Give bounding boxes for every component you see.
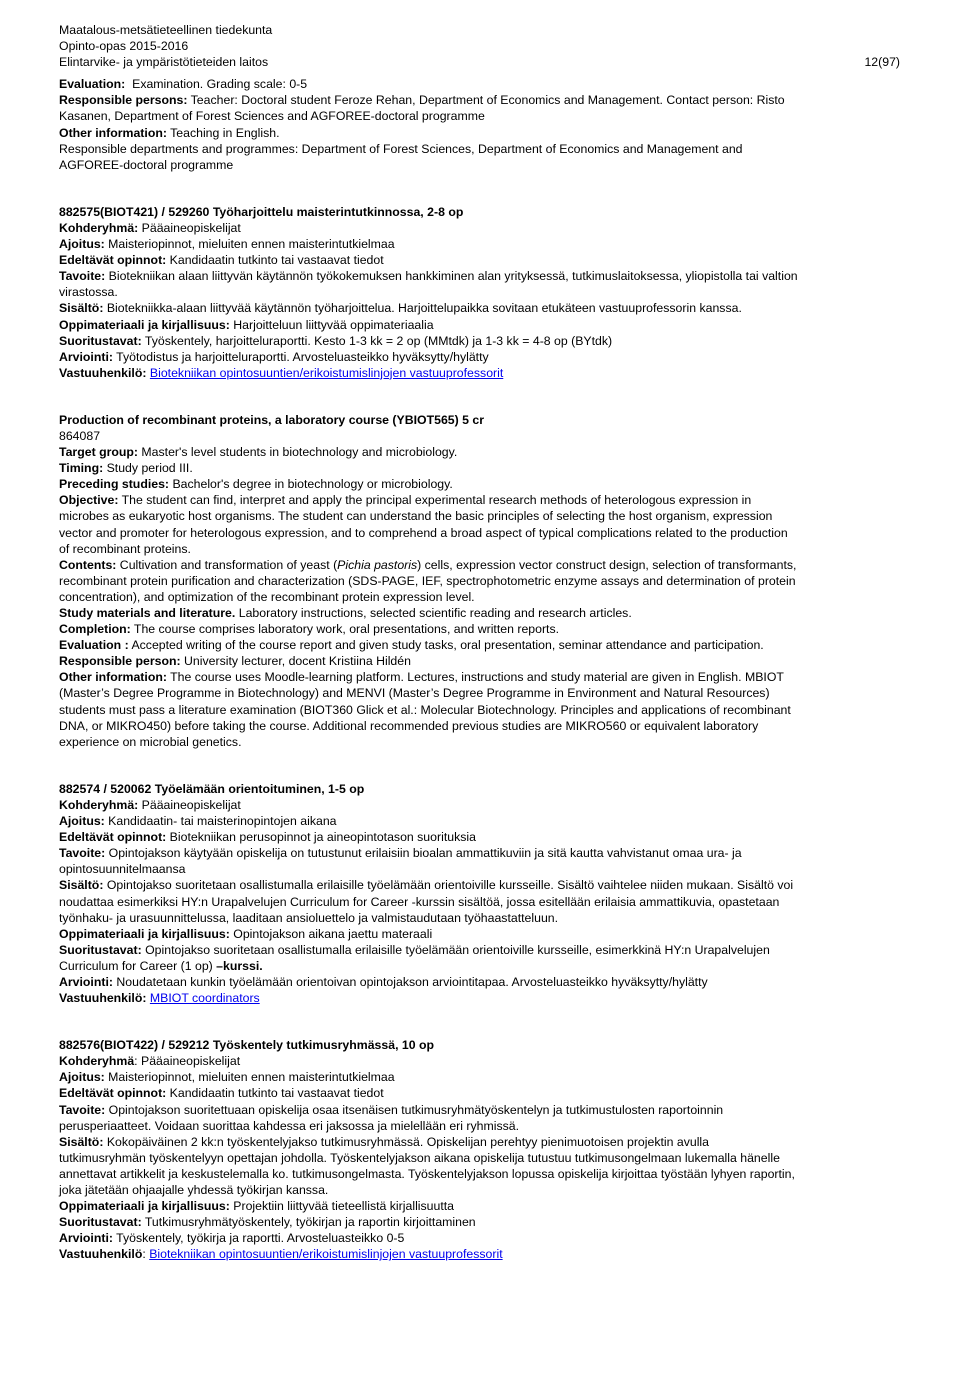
- responsible-person-value: University lecturer, docent Kristiina Hildén: [180, 654, 411, 669]
- objective-value-line3: vector and promoter for heterologous expression, and to comprehend a broad aspect of typical complications related to the production: [59, 525, 788, 540]
- sisalto-label: Sisältö:: [59, 301, 104, 316]
- other-information-label: Other information:: [59, 125, 167, 140]
- page-number: 12(97): [864, 55, 900, 69]
- suoritustavat-kurssi: –kurssi.: [216, 958, 263, 973]
- evaluation-value: Accepted writing of the course report and given study tasks, oral presentation, seminar attendance and participation.: [128, 638, 764, 653]
- sisalto-label: Sisältö:: [59, 878, 104, 893]
- vastuuhenkilo-link[interactable]: Biotekniikan opintosuuntien/erikoistumislinjojen vastuuprofessorit: [149, 1247, 503, 1262]
- vastuuhenkilo-label: Vastuuhenkilö:: [59, 991, 147, 1006]
- arviointi-value: Noudatetaan kunkin työelämään orientoivan opintojakson arviointitapaa. Arvosteluasteikko hyväksytty/hylätty: [112, 974, 708, 989]
- oppimateriaali-label: Oppimateriaali ja kirjallisuus:: [59, 1199, 230, 1214]
- other-information-line2: (Master’s Degree Programme in Biotechnology) and MENVI (Master’s Degree Programme in Environment and Natural Resources): [59, 686, 770, 701]
- target-group-label: Target group:: [59, 445, 139, 460]
- vastuuhenkilo-label: Vastuuhenkilö: [59, 1247, 143, 1262]
- vastuuhenkilo-link[interactable]: MBIOT coordinators: [149, 991, 260, 1006]
- course-882574: [59, 781, 904, 1006]
- tavoite-value-cont: virastossa.: [59, 285, 118, 300]
- ajoitus-label: Ajoitus:: [59, 237, 105, 252]
- preceding-studies-label: Preceding studies:: [59, 477, 170, 492]
- arviointi-label: Arviointi:: [59, 349, 113, 364]
- ajoitus-value: Maisteriopinnot, mieluiten ennen maisterintutkielmaa: [104, 1070, 395, 1085]
- ajoitus-label: Ajoitus:: [59, 814, 105, 829]
- vastuuhenkilo-link[interactable]: Biotekniikan opintosuuntien/erikoistumislinjojen vastuuprofessorit: [149, 365, 504, 380]
- page-header: [59, 22, 904, 70]
- other-information-line4: DNA, or MIKRO450) before taking the course. Additional recommended previous studies are MIKRO560 or equivalent laboratory: [59, 718, 759, 733]
- arviointi-label: Arviointi:: [59, 974, 113, 989]
- completion-value: The course comprises laboratory work, oral presentations, and written reports.: [130, 622, 560, 637]
- tavoite-value: Opintojakson käytyään opiskelija on tutustunut erilaisiin bioalan ammattikuviin ja sitä kautta vahvistanut omaa ura- ja: [105, 846, 742, 861]
- ajoitus-value: Maisteriopinnot, mieluiten ennen maisterintutkielmaa: [104, 237, 395, 252]
- oppimateriaali-label: Oppimateriaali ja kirjallisuus:: [59, 926, 230, 941]
- sisalto-value-line3: annettavat artikkelit ja keskustelemalla ko. tutkimusongelmasta. Työskentelyjakson lopussa opiskelija kirjoittaa työstään lyhyen raportin,: [59, 1166, 795, 1181]
- header-faculty: Maatalous-metsätieteellinen tiedekunta: [59, 23, 273, 37]
- course-code: 864087: [59, 428, 101, 443]
- edeltavat-label: Edeltävät opinnot:: [59, 253, 167, 268]
- course-title: 882574 / 520062 Työelämään orientoituminen, 1-5 op: [59, 781, 365, 796]
- other-information-value: Teaching in English.: [166, 125, 280, 140]
- header-study-guide: Opinto-opas 2015-2016: [59, 39, 189, 54]
- suoritustavat-value: Opintojakso suoritetaan osallistumalla erilaisille työelämään orientoiville kursseille, esimerkkinä HY:n Urapalvelujen: [141, 942, 770, 957]
- ajoitus-value: Kandidaatin- tai maisterinopintojen aikana: [104, 814, 337, 829]
- kohderyhma-value: Pääaineopiskelijat: [138, 220, 241, 235]
- completion-label: Completion:: [59, 622, 131, 637]
- study-materials-value: Laboratory instructions, selected scientific reading and research articles.: [235, 606, 632, 620]
- contents-value: Cultivation and transformation of yeast (: [116, 557, 338, 572]
- kohderyhma-label: Kohderyhmä:: [59, 220, 139, 235]
- sisalto-label: Sisältö:: [59, 1134, 104, 1149]
- evaluation-label: Evaluation :: [59, 638, 129, 653]
- arviointi-value: Työtodistus ja harjoitteluraportti. Arvosteluasteikko hyväksytty/hylätty: [112, 349, 489, 364]
- contents-species: Pichia pastoris: [337, 557, 418, 572]
- contents-value-line2: recombinant protein purification and characterization (SDS-PAGE, IEF, spectrophotometric enzyme assays and determination of protein: [59, 573, 796, 588]
- sisalto-value-line4: joka jätetään ohjaajalle yhdessä työkirjan kanssa.: [59, 1183, 329, 1197]
- evaluation-label: Evaluation:: [59, 77, 126, 92]
- other-information-line5: experience on microbial genetics.: [59, 734, 242, 749]
- sisalto-value: Biotekniikka-alaan liittyvää käytännön työharjoittelua. Harjoittelupaikka sovitaan etukäteen vastuuprofessorin kanssa.: [103, 301, 742, 316]
- suoritustavat-label: Suoritustavat:: [59, 1215, 142, 1230]
- suoritustavat-value: Tutkimusryhmätyöskentely, työkirjan ja raportin kirjoittaminen: [141, 1215, 476, 1230]
- course-title: 882576(BIOT422) / 529212 Työskentely tutkimusryhmässä, 10 op: [59, 1038, 435, 1053]
- sisalto-value-line2: noudattaa esimerkiksi HY:n Urapalvelujen Curriculum for Career -kurssin sisältöä, jossa esitellään erilaisia ammattikuvia, opastetaan: [59, 894, 780, 909]
- tavoite-value: Biotekniikan alaan liittyvän käytännön työkokemuksen hankkiminen alan yrityksessä, tutkimuslaitoksessa, yliopistolla tai valtion: [105, 269, 798, 284]
- tavoite-value-cont: perusperiaatteet. Voidaan suorittaa kahdessa eri jaksossa ja mielellään eri ryhmissä.: [59, 1118, 520, 1133]
- responsible-departments-cont: AGFOREE-doctoral programme: [59, 157, 234, 172]
- edeltavat-value: Kandidaatin tutkinto tai vastaavat tiedot: [166, 1086, 384, 1101]
- oppimateriaali-label: Oppimateriaali ja kirjallisuus:: [59, 317, 230, 332]
- suoritustavat-value-line2: Curriculum for Career (1 op): [59, 958, 217, 973]
- header-department: Elintarvike- ja ympäristötieteiden laitos: [59, 55, 269, 70]
- edeltavat-label: Edeltävät opinnot:: [59, 830, 167, 845]
- other-information-label: Other information:: [59, 670, 167, 685]
- course-ybiot565: [59, 412, 904, 750]
- ajoitus-label: Ajoitus:: [59, 1070, 105, 1085]
- evaluation-value: Examination. Grading scale: 0-5: [125, 77, 308, 92]
- suoritustavat-value: Työskentely, harjoitteluraportti. Kesto 1-3 kk = 2 op (MMtdk) ja 1-3 kk = 4-8 op (BYtdk): [141, 333, 613, 348]
- edeltavat-value: Kandidaatin tutkinto tai vastaavat tiedot: [166, 253, 384, 268]
- course-882575: [59, 204, 904, 381]
- course-title: 882575(BIOT421) / 529260 Työharjoittelu maisterintutkinnossa, 2-8 op: [59, 204, 464, 219]
- contents-label: Contents:: [59, 557, 117, 572]
- responsible-departments: Responsible departments and programmes: Department of Forest Sciences, Department of Economics and Management and: [59, 141, 743, 156]
- timing-value: Study period III.: [103, 461, 193, 476]
- edeltavat-label: Edeltävät opinnot:: [59, 1086, 167, 1101]
- tavoite-label: Tavoite:: [59, 1102, 106, 1117]
- document-page: [59, 22, 904, 1262]
- sisalto-value: Opintojakso suoritetaan osallistumalla erilaisille työelämään orientoiville kursseille. Sisältö vaihtelee niiden mukaan. Sisältö voi: [103, 878, 794, 893]
- responsible-persons-value: Teacher: Doctoral student Feroze Rehan, Department of Economics and Management. Contact person: Risto: [187, 93, 785, 108]
- edeltavat-value: Biotekniikan perusopinnot ja aineopintotason suorituksia: [166, 830, 476, 845]
- contents-value-line3: concentration), and optimization of the recombinant protein expression level.: [59, 589, 475, 604]
- suoritustavat-label: Suoritustavat:: [59, 333, 142, 348]
- kohderyhma-value: : Pääaineopiskelijat: [134, 1054, 241, 1069]
- study-materials-label: Study materials and literature.: [59, 606, 236, 620]
- timing-label: Timing:: [59, 461, 104, 476]
- kohderyhma-label: Kohderyhmä:: [59, 797, 139, 812]
- tavoite-value: Opintojakson suoritettuaan opiskelija osaa itsenäisen tutkimusryhmätyöskentelyn ja tutkimustulosten raportoinnin: [105, 1102, 724, 1117]
- responsible-persons-value-cont: Kasanen, Department of Forest Sciences and AGFOREE-doctoral programme: [59, 109, 485, 124]
- course-882576: [59, 1037, 904, 1262]
- oppimateriaali-value: Harjoitteluun liittyvää oppimateriaalia: [229, 317, 434, 332]
- sisalto-value-line2: tutkimusryhmän työskentelyyn opettajan johdolla. Työskentelyjakson aikana opiskelija tutustuu tutkimusongelmaan lukemalla hänelle: [59, 1150, 780, 1165]
- objective-label: Objective:: [59, 493, 119, 508]
- sisalto-value: Kokopäiväinen 2 kk:n työskentelyjakso tutkimusryhmässä. Opiskelijan perehtyy pienimuotoisen projektin avulla: [103, 1134, 710, 1149]
- oppimateriaali-value: Projektiin liittyvää tieteellistä kirjallisuutta: [229, 1199, 455, 1214]
- contents-value-b: ) cells, expression vector construct design, selection of transformants,: [417, 557, 797, 572]
- arviointi-label: Arviointi:: [59, 1231, 113, 1246]
- sisalto-value-line3: työnhaku- ja urasuunnittelussa, laaditaan ansioluettelo ja valmistaudutaan työhaastatteluun.: [59, 910, 559, 925]
- preceding-studies-value: Bachelor's degree in biotechnology or microbiology.: [169, 477, 453, 492]
- course-title: Production of recombinant proteins, a laboratory course (YBIOT565) 5 cr: [59, 412, 485, 427]
- other-information-line3: students must pass a literature examination (BIOT360 Glick et al.: Molecular Biotechnology. Principles and applications of recombinant: [59, 702, 791, 717]
- objective-value: The student can find, interpret and apply the principal experimental research methods of heterologous expression in: [118, 493, 752, 508]
- vastuuhenkilo-label: Vastuuhenkilö:: [59, 365, 147, 380]
- vastuuhenkilo-separator: :: [142, 1247, 150, 1262]
- objective-value-line4: of recombinant proteins.: [59, 541, 191, 556]
- arviointi-value: Työskentely, työkirja ja raportti. Arvosteluasteikko 0-5: [112, 1231, 405, 1246]
- responsible-person-label: Responsible person:: [59, 654, 181, 669]
- target-group-value: Master's level students in biotechnology and microbiology.: [138, 445, 458, 460]
- tavoite-value-cont: opintosuunnitelmaansa: [59, 862, 186, 877]
- objective-value-line2: microbes as eukaryotic host organisms. The student can understand the basic principles of selecting the host organism, expression: [59, 509, 773, 524]
- oppimateriaali-value: Opintojakson aikana jaettu materaali: [229, 926, 433, 941]
- other-information-value: The course uses Moodle-learning platform. Lectures, instructions and study material are given in English. MBIOT: [166, 670, 784, 685]
- suoritustavat-label: Suoritustavat:: [59, 942, 142, 957]
- tavoite-label: Tavoite:: [59, 846, 106, 861]
- kohderyhma-label: Kohderyhmä: [59, 1054, 135, 1069]
- tavoite-label: Tavoite:: [59, 269, 106, 284]
- top-section: [59, 76, 904, 173]
- kohderyhma-value: Pääaineopiskelijat: [138, 797, 241, 812]
- responsible-persons-label: Responsible persons:: [59, 93, 188, 108]
